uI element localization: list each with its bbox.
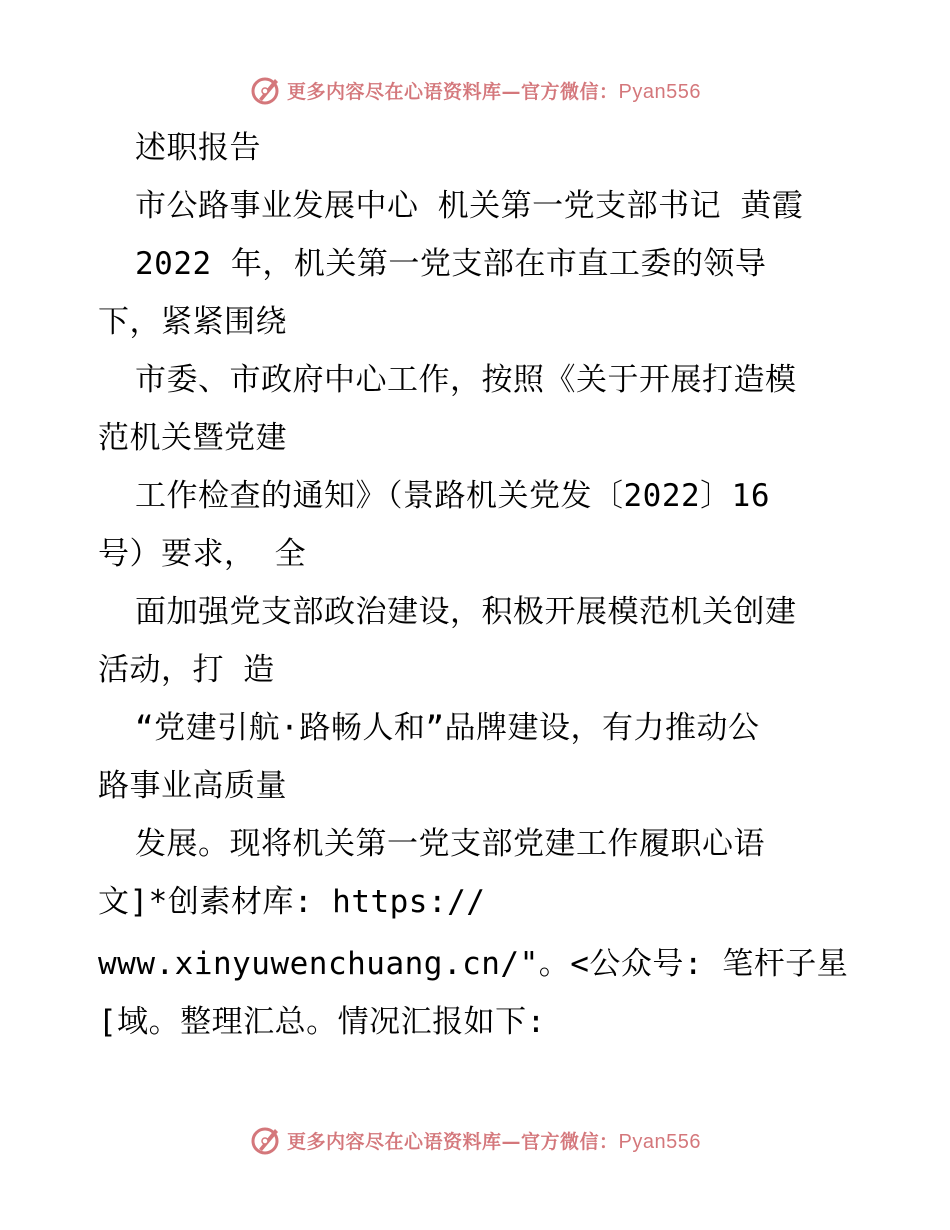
watermark-cn-text: 更多内容尽在心语资料库—官方微信： [287,1130,619,1153]
doc-line: [域。整理汇总。情况汇报如下: [98,1004,546,1040]
doc-line: 活动，打 造 [98,652,275,688]
quill-logo-icon [249,1123,283,1157]
watermark-banner-bottom [0,1120,950,1160]
doc-line: 文]*创素材库: https:// [98,884,486,920]
watermark-cn-text: 更多内容尽在心语资料库—官方微信： [287,80,619,103]
doc-author-line: 市公路事业发展中心 机关第一党支部书记 黄霞 [135,188,804,224]
doc-line: 发展。现将机关第一党支部党建工作履职心语 [135,826,765,862]
doc-line: 市委、市政府中心工作，按照《关于开展打造模 [135,362,797,398]
doc-line: “党建引航·路畅人和”品牌建设，有力推动公 [135,710,760,746]
watermark-wechat-id: Pyan556 [618,80,701,103]
watermark-wechat-id: Pyan556 [618,1130,701,1153]
doc-line: 范机关暨党建 [98,420,287,456]
watermark-text [287,1127,701,1154]
doc-line: www.xinyuwenchuang.cn/"。<公众号: 笔杆子星 [98,946,849,982]
doc-line: 工作检查的通知》（景路机关党发〔2022〕16 [135,478,770,514]
doc-line: 号）要求， 全 [98,536,307,572]
doc-line: 下，紧紧围绕 [98,304,287,340]
doc-title: 述职报告 [135,130,261,166]
doc-line: 面加强党支部政治建设，积极开展模范机关创建 [135,594,797,630]
doc-line: 路事业高质量 [98,768,287,804]
doc-line: 2022 年，机关第一党支部在市直工委的领导 [135,246,767,282]
